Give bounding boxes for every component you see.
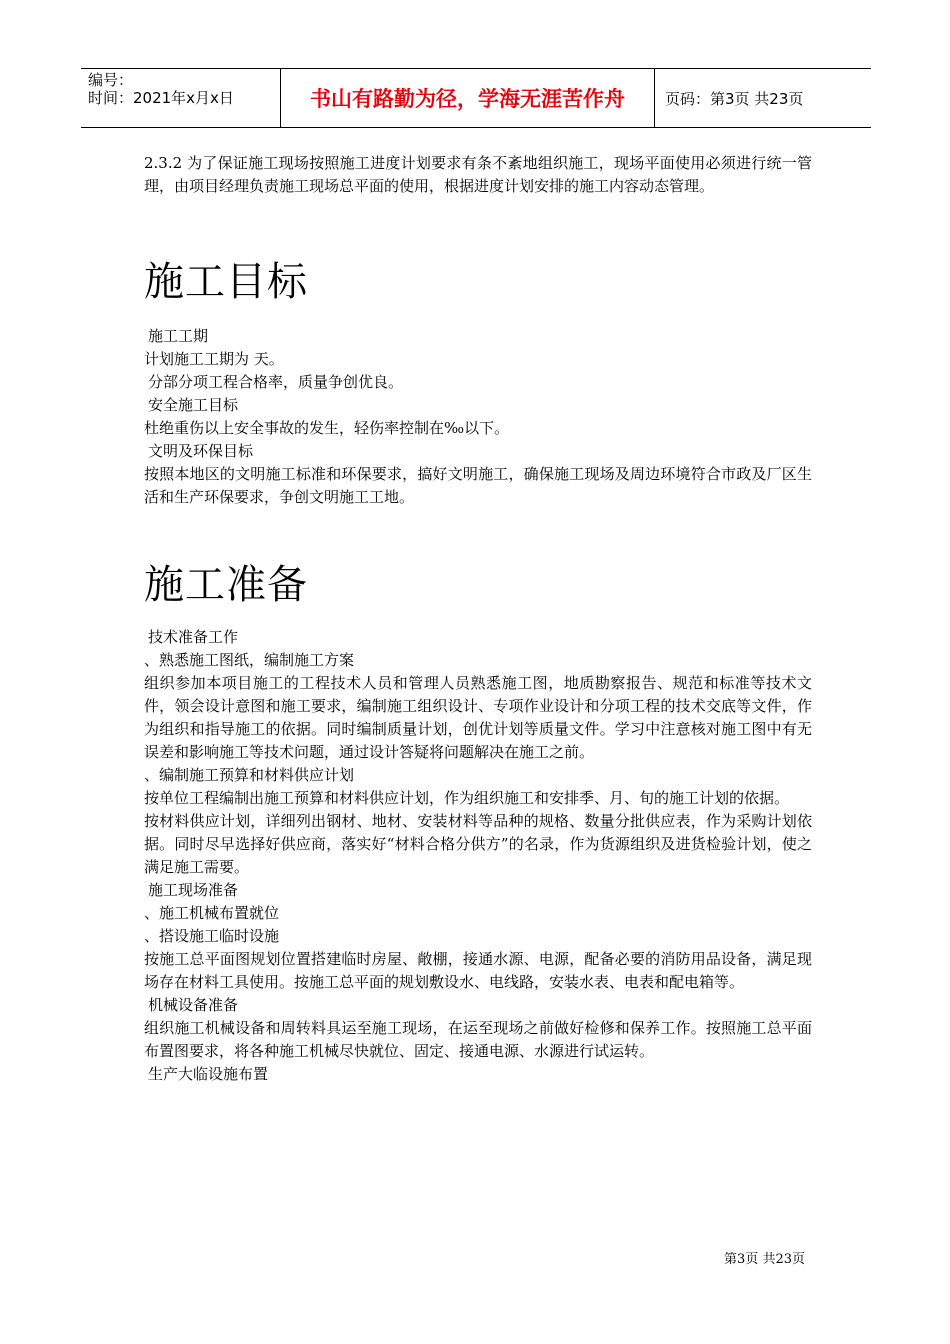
subheading: 文明及环保目标 [148, 442, 254, 460]
paragraph: 、编制施工预算和材料供应计划 [144, 766, 355, 784]
section-title-preparation: 施工准备 [144, 562, 308, 608]
paragraph: 、施工机械布置就位 [144, 904, 280, 922]
paragraph: 分部分项工程合格率，质量争创优良。 [148, 373, 404, 391]
paragraph: 、熟悉施工图纸，编制施工方案 [144, 651, 355, 669]
section-title-goals: 施工目标 [144, 259, 308, 305]
paragraph: 按材料供应计划，详细列出钢材、地材、安装材料等品种的规格、数量分批供应表，作为采购计划依据。同时尽早选择好供应商，落实好“材料合格分供方”的名录，作为货源组织及进货检验计划，使之满足施工需要。 [144, 812, 812, 876]
paragraph: 按单位工程编制出施工预算和材料供应计划，作为组织施工和安排季、月、旬的施工计划的依据。 [144, 789, 790, 807]
subheading: 机械设备准备 [148, 996, 239, 1014]
header-motto: 书山有路勤为径，学海无涯苦作舟 [281, 69, 655, 127]
header-left-cell [81, 69, 281, 127]
document-time-label: 时间：2021年x月x日 [88, 89, 234, 107]
paragraph: 、搭设施工临时设施 [144, 927, 280, 945]
paragraph: 杜绝重伤以上安全事故的发生，轻伤率控制在‰以下。 [144, 419, 510, 437]
subheading: 生产大临设施布置 [148, 1065, 269, 1083]
subheading: 施工现场准备 [148, 881, 239, 899]
subheading: 施工工期 [148, 327, 209, 345]
page-footer: 第3页 共23页 [724, 1252, 805, 1267]
paragraph: 组织施工机械设备和周转料具运至施工现场，在运至现场之前做好检修和保养工作。按照施工总平面布置图要求，将各种施工机械尽快就位、固定、接通电源、水源进行试运转。 [144, 1019, 812, 1060]
subheading: 安全施工目标 [148, 396, 239, 414]
subheading: 技术准备工作 [148, 628, 239, 646]
paragraph: 按照本地区的文明施工标准和环保要求，搞好文明施工，确保施工现场及周边环境符合市政及厂区生活和生产环保要求，争创文明施工工地。 [144, 465, 812, 506]
paragraph: 计划施工工期为 天。 [144, 350, 284, 368]
document-body [144, 152, 812, 1086]
document-number-label: 编号： [88, 71, 134, 89]
page-header [81, 68, 871, 128]
paragraph: 组织参加本项目施工的工程技术人员和管理人员熟悉施工图，地质勘察报告、规范和标准等技术文件，领会设计意图和施工要求，编制施工组织设计、专项作业设计和分项工程的技术交底等文件，作为组织和指导施工的依据。同时编制质量计划，创优计划等质量文件。学习中注意核对施工图中有无误差和影响施工等技术问题，通过设计答疑将问题解决在施工之前。 [144, 674, 812, 761]
paragraph: 按施工总平面图规划位置搭建临时房屋、敞棚，接通水源、电源，配备必要的消防用品设备，满足现场存在材料工具使用。按施工总平面的规划敷设水、电线路，安装水表、电表和配电箱等。 [144, 950, 812, 991]
header-page-info: 页码：第3页 共23页 [665, 89, 804, 108]
intro-paragraph: 2.3.2 为了保证施工现场按照施工进度计划要求有条不紊地组织施工，现场平面使用必须进行统一管理，由项目经理负责施工现场总平面的使用，根据进度计划安排的施工内容动态管理。 [144, 154, 812, 195]
